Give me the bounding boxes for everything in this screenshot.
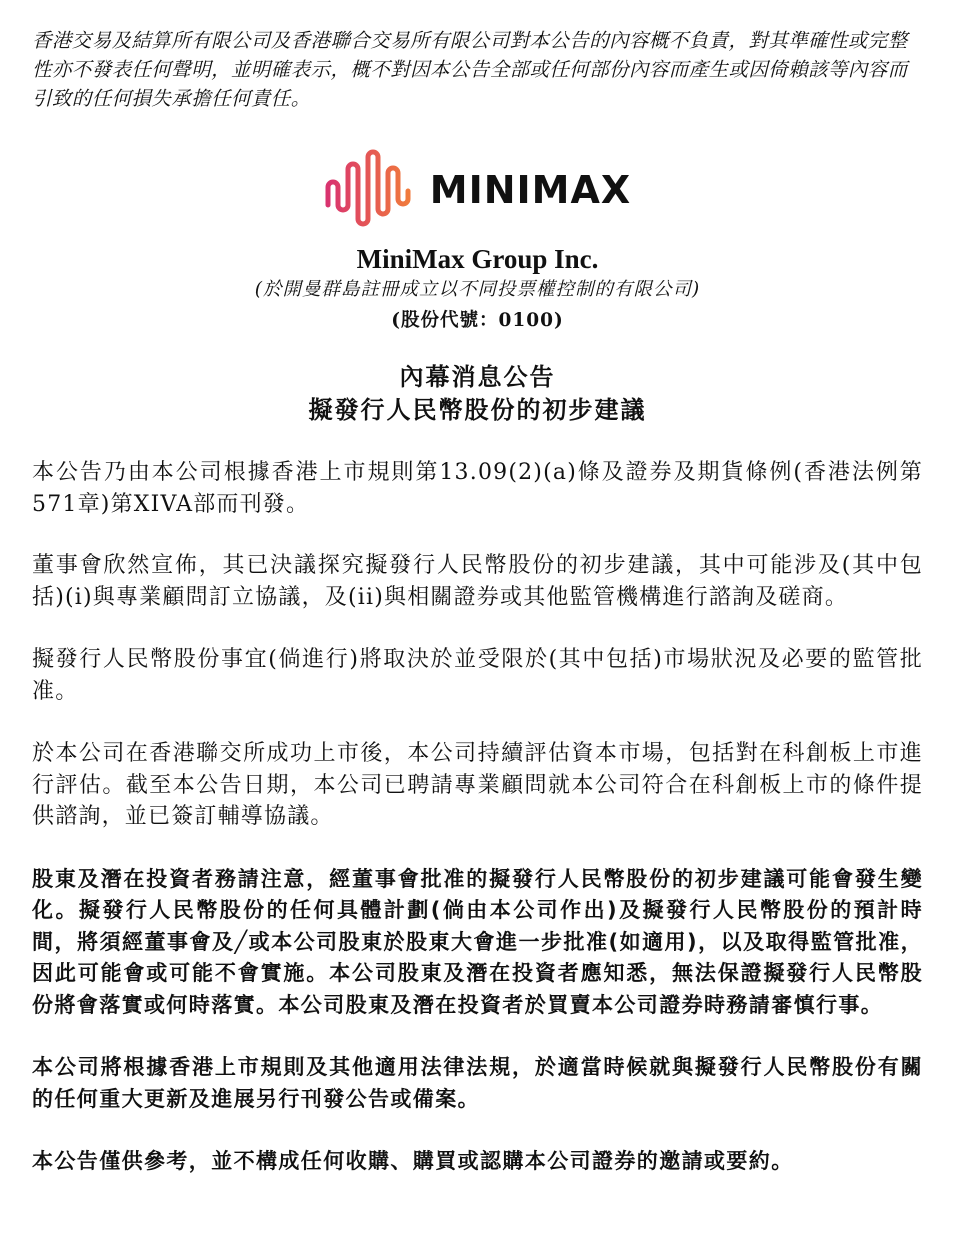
exchange-disclaimer: 香港交易及結算所有限公司及香港聯合交易所有限公司對本公告的內容概不負責，對其準確性或完整性亦不發表任何聲明，並明確表示，概不對因本公告全部或任何部份內容而產生或因倚賴該等內容而引致的任何損失承擔任何責任。 xyxy=(32,29,908,110)
company-incorporation-note: (於開曼群島註冊成立以不同投票權控制的有限公司) xyxy=(254,279,701,300)
sound-wave-icon xyxy=(324,147,416,233)
paragraph-investor-warning: 股東及潛在投資者務請注意，經董事會批准的擬發行人民幣股份的初步建議可能會發生變化。擬發行人民幣股份的任何具體計劃(倘由本公司作出)及擬發行人民幣股份的預計時間，將須經董事會及╱或本公司股東於股東大會進一步批准(如適用)，以及取得監管批准，因此可能會或可能不會實施。本公司股東及潛在投資者應知悉，無法保證擬發行人民幣股份將會落實或何時落實。本公司股東及潛在投資者於買賣本公司證券時務請審慎行事。 xyxy=(32,866,923,1017)
announcement-title xyxy=(32,361,923,427)
paragraph-further-updates: 本公司將根據香港上市規則及其他適用法律法規，於適當時候就與擬發行人民幣股份有關的任何重大更新及進展另行刊發公告或備案。 xyxy=(32,1055,923,1111)
logo-wordmark: MINIMAX xyxy=(429,168,632,212)
paragraph-star-market-evaluation: 於本公司在香港聯交所成功上市後，本公司持續評估資本市場，包括對在科創板上市進行評估。截至本公告日期，本公司已聘請專業顧問就本公司符合在科創板上市的條件提供諮詢，並已簽訂輔導協議。 xyxy=(32,741,923,829)
stock-code: (股份代號：0100) xyxy=(391,310,564,331)
company-logo xyxy=(32,147,923,233)
paragraph-basis: 本公告乃由本公司根據香港上市規則第13.09(2)(a)條及證券及期貨條例(香港法例第571章)第XIVA部而刊發。 xyxy=(32,460,923,517)
announcement-title-line-1: 內幕消息公告 xyxy=(399,363,556,391)
announcement-title-line-2: 擬發行人民幣股份的初步建議 xyxy=(308,396,647,424)
company-name: MiniMax Group Inc. xyxy=(356,244,599,274)
paragraph-board-resolution: 董事會欣然宣佈，其已決議探究擬發行人民幣股份的初步建議，其中可能涉及(其中包括)(i)與專業顧問訂立協議，及(ii)與相關證券或其他監管機構進行諮詢及磋商。 xyxy=(32,553,923,610)
paragraph-not-an-offer: 本公告僅供參考，並不構成任何收購、購買或認購本公司證券的邀請或要約。 xyxy=(32,1149,794,1173)
paragraph-conditions: 擬發行人民幣股份事宜(倘進行)將取決於並受限於(其中包括)市場狀況及必要的監管批准。 xyxy=(32,647,923,704)
